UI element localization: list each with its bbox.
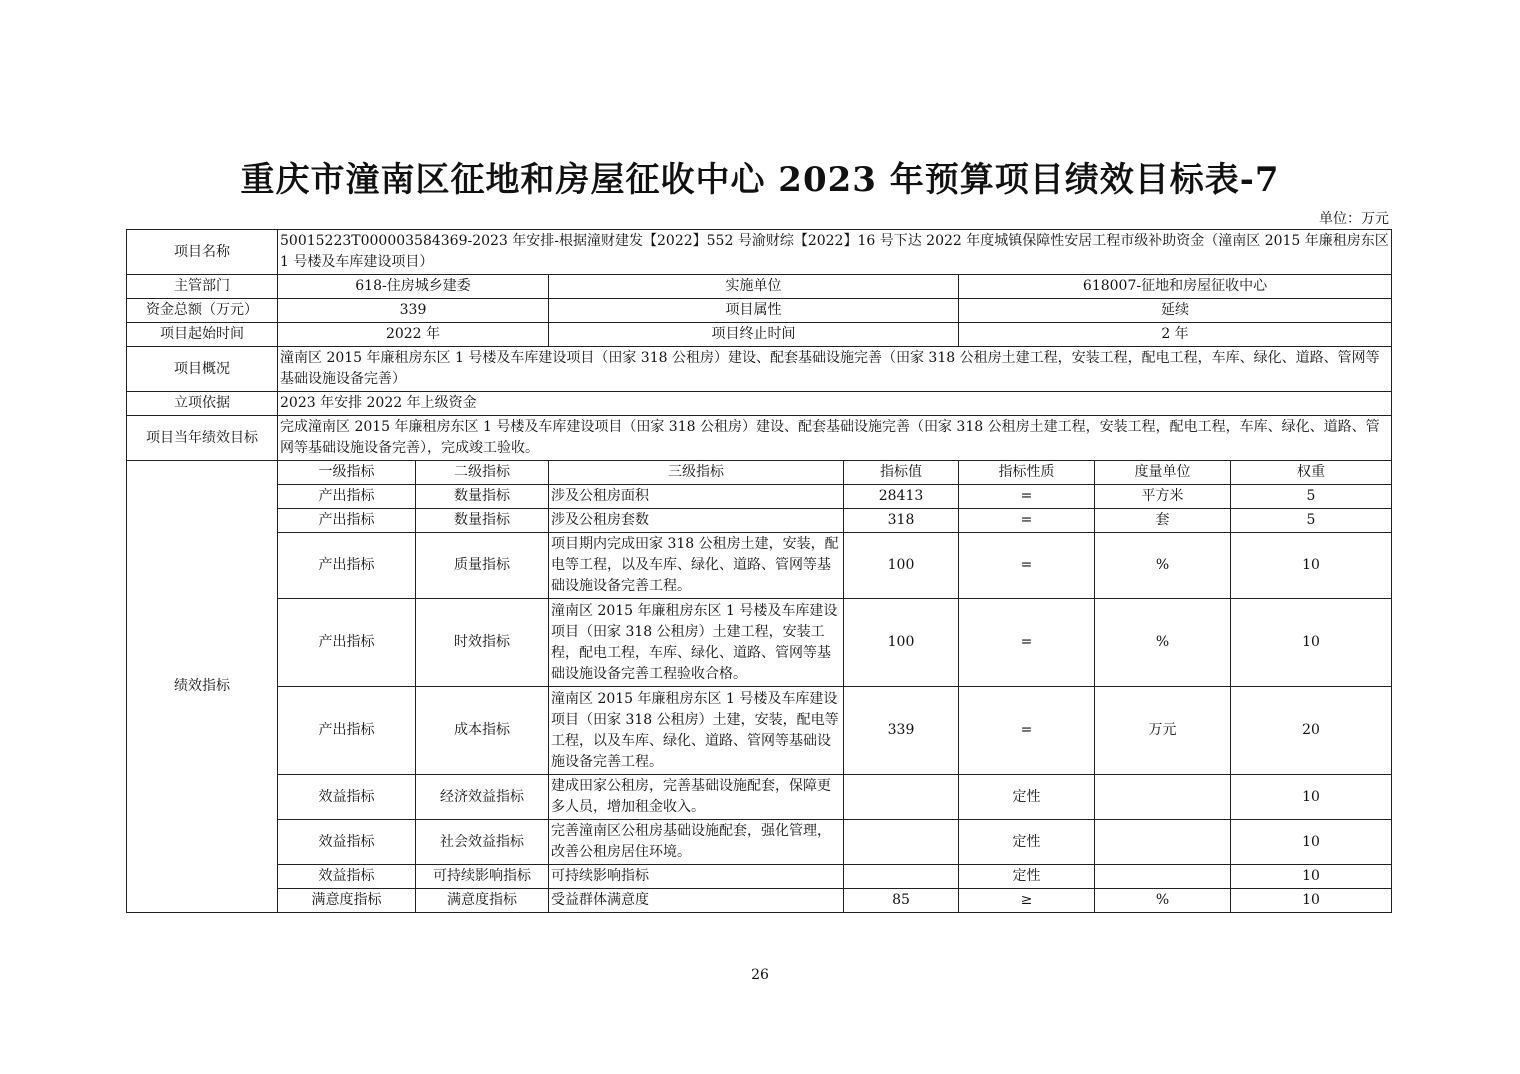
header-l1: 一级指标 (278, 461, 416, 485)
unit-cell (1095, 820, 1231, 865)
overview-label: 项目概况 (127, 347, 278, 392)
weight-cell: 10 (1231, 865, 1392, 889)
header-value: 指标值 (844, 461, 959, 485)
header-unit: 度量单位 (1095, 461, 1231, 485)
row-fund (127, 299, 1392, 323)
indicator-row (127, 533, 1392, 599)
value-cell: 339 (844, 687, 959, 775)
value-cell: 318 (844, 509, 959, 533)
header-nature: 指标性质 (959, 461, 1095, 485)
nature-cell: 定性 (959, 820, 1095, 865)
project-name-value: 50015223T000003584369-2023 年安排-根据潼财建发【2022】552 号渝财综【2022】16 号下达 2022 年度城镇保障性安居工程市级补助资金（潼南区 2015 年廉租房东区 1 号楼及车库建设项目） (278, 230, 1392, 275)
level3-cell: 涉及公租房面积 (549, 485, 844, 509)
level2-cell: 经济效益指标 (416, 775, 549, 820)
dept-value: 618-住房城乡建委 (278, 275, 549, 299)
nature-cell: ≥ (959, 889, 1095, 913)
nature-cell: = (959, 533, 1095, 599)
level3-cell: 项目期内完成田家 318 公租房土建，安装，配电等工程，以及车库、绿化、道路、管网等基础设施设备完善工程。 (549, 533, 844, 599)
value-cell (844, 820, 959, 865)
unit-cell: % (1095, 599, 1231, 687)
weight-cell: 10 (1231, 533, 1392, 599)
nature-cell: = (959, 509, 1095, 533)
indicator-header-row (127, 461, 1392, 485)
level3-cell: 涉及公租房套数 (549, 509, 844, 533)
level2-cell: 满意度指标 (416, 889, 549, 913)
level2-cell: 成本指标 (416, 687, 549, 775)
value-cell (844, 865, 959, 889)
indicator-row (127, 775, 1392, 820)
unit-cell (1095, 865, 1231, 889)
row-basis (127, 392, 1392, 416)
level1-cell: 产出指标 (278, 687, 416, 775)
level1-cell: 效益指标 (278, 865, 416, 889)
unit-cell: 套 (1095, 509, 1231, 533)
nature-cell: = (959, 485, 1095, 509)
indicator-row (127, 865, 1392, 889)
indicator-row (127, 485, 1392, 509)
level2-cell: 数量指标 (416, 509, 549, 533)
level1-cell: 效益指标 (278, 775, 416, 820)
weight-cell: 10 (1231, 889, 1392, 913)
value-cell: 100 (844, 599, 959, 687)
level3-cell: 潼南区 2015 年廉租房东区 1 号楼及车库建设项目（田家 318 公租房）土建，安装，配电等工程，以及车库、绿化、道路、管网等基础设施设备完善工程。 (549, 687, 844, 775)
level3-cell: 可持续影响指标 (549, 865, 844, 889)
project-name-label: 项目名称 (127, 230, 278, 275)
header-weight: 权重 (1231, 461, 1392, 485)
end-label: 项目终止时间 (549, 323, 959, 347)
fund-value: 339 (278, 299, 549, 323)
goal-label: 项目当年绩效目标 (127, 416, 278, 461)
unit-cell: 万元 (1095, 687, 1231, 775)
fund-label: 资金总额（万元） (127, 299, 278, 323)
unit-label: 单位：万元 (1319, 211, 1389, 227)
level1-cell: 产出指标 (278, 509, 416, 533)
weight-cell: 5 (1231, 485, 1392, 509)
level3-cell: 完善潼南区公租房基础设施配套，强化管理，改善公租房居住环境。 (549, 820, 844, 865)
page-number: 26 (751, 967, 769, 983)
attr-label: 项目属性 (549, 299, 959, 323)
header-l2: 二级指标 (416, 461, 549, 485)
weight-cell: 5 (1231, 509, 1392, 533)
unit-cell: 平方米 (1095, 485, 1231, 509)
level3-cell: 潼南区 2015 年廉租房东区 1 号楼及车库建设项目（田家 318 公租房）土建工程，安装工程，配电工程，车库、绿化、道路、管网等基础设施设备完善工程验收合格。 (549, 599, 844, 687)
level3-cell: 建成田家公租房，完善基础设施配套，保障更多人员，增加租金收入。 (549, 775, 844, 820)
row-overview (127, 347, 1392, 392)
indicator-row (127, 889, 1392, 913)
basis-value: 2023 年安排 2022 年上级资金 (278, 392, 1392, 416)
nature-cell: = (959, 687, 1095, 775)
weight-cell: 20 (1231, 687, 1392, 775)
indicator-row (127, 820, 1392, 865)
indicator-section-label: 绩效指标 (127, 461, 278, 913)
indicator-row (127, 599, 1392, 687)
nature-cell: 定性 (959, 865, 1095, 889)
level3-cell: 受益群体满意度 (549, 889, 844, 913)
level2-cell: 可持续影响指标 (416, 865, 549, 889)
row-goal (127, 416, 1392, 461)
unit-cell: % (1095, 533, 1231, 599)
level1-cell: 产出指标 (278, 599, 416, 687)
level1-cell: 产出指标 (278, 533, 416, 599)
basis-label: 立项依据 (127, 392, 278, 416)
row-dept (127, 275, 1392, 299)
weight-cell: 10 (1231, 599, 1392, 687)
row-time (127, 323, 1392, 347)
indicator-row (127, 509, 1392, 533)
value-cell: 100 (844, 533, 959, 599)
overview-value: 潼南区 2015 年廉租房东区 1 号楼及车库建设项目（田家 318 公租房）建设、配套基础设施完善（田家 318 公租房土建工程，安装工程，配电工程，车库、绿化、道路、管网等基础设施设备完善） (278, 347, 1392, 392)
weight-cell: 10 (1231, 775, 1392, 820)
row-project-name (127, 230, 1392, 275)
unit-cell (1095, 775, 1231, 820)
unit-cell: % (1095, 889, 1231, 913)
impl-label: 实施单位 (549, 275, 959, 299)
header-l3: 三级指标 (549, 461, 844, 485)
value-cell: 85 (844, 889, 959, 913)
dept-label: 主管部门 (127, 275, 278, 299)
level2-cell: 时效指标 (416, 599, 549, 687)
attr-value: 延续 (959, 299, 1392, 323)
nature-cell: 定性 (959, 775, 1095, 820)
goal-value: 完成潼南区 2015 年廉租房东区 1 号楼及车库建设项目（田家 318 公租房）建设、配套基础设施完善（田家 318 公租房土建工程，安装工程，配电工程，车库、绿化、道路、管网等基础设施设备完善），完成竣工验收。 (278, 416, 1392, 461)
start-label: 项目起始时间 (127, 323, 278, 347)
end-value: 2 年 (959, 323, 1392, 347)
impl-value: 618007-征地和房屋征收中心 (959, 275, 1392, 299)
level1-cell: 效益指标 (278, 820, 416, 865)
indicator-row (127, 687, 1392, 775)
level1-cell: 产出指标 (278, 485, 416, 509)
page-title: 重庆市潼南区征地和房屋征收中心 2023 年预算项目绩效目标表-7 (240, 160, 1280, 200)
level2-cell: 数量指标 (416, 485, 549, 509)
level2-cell: 质量指标 (416, 533, 549, 599)
value-cell (844, 775, 959, 820)
performance-table (126, 229, 1392, 913)
start-value: 2022 年 (278, 323, 549, 347)
level1-cell: 满意度指标 (278, 889, 416, 913)
value-cell: 28413 (844, 485, 959, 509)
nature-cell: = (959, 599, 1095, 687)
level2-cell: 社会效益指标 (416, 820, 549, 865)
weight-cell: 10 (1231, 820, 1392, 865)
